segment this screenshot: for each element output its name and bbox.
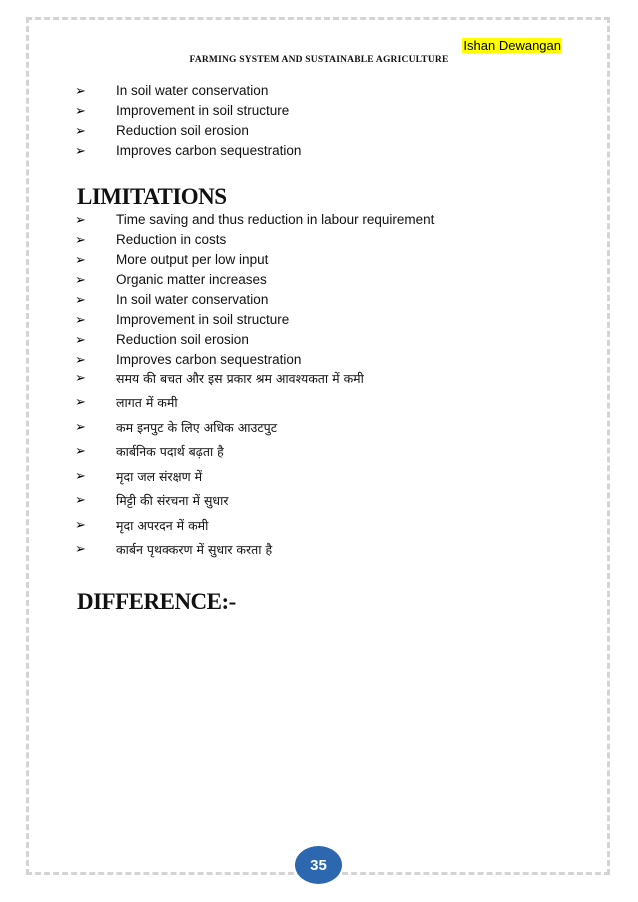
list-item: ➢ Organic matter increases bbox=[75, 271, 267, 287]
arrow-bullet-icon: ➢ bbox=[75, 351, 86, 367]
list-item: ➢ कार्बनिक पदार्थ बढ़ता है bbox=[75, 444, 224, 460]
list-item: ➢ लागत में कमी bbox=[75, 395, 178, 411]
limitations-list-hindi bbox=[75, 366, 364, 562]
difference-heading: DIFFERENCE:- bbox=[77, 589, 236, 614]
arrow-bullet-icon: ➢ bbox=[75, 444, 86, 460]
arrow-bullet-icon: ➢ bbox=[75, 291, 86, 307]
arrow-bullet-icon: ➢ bbox=[75, 311, 86, 327]
limitations-heading: LIMITATIONS bbox=[77, 184, 227, 209]
page-number-badge: 35 bbox=[295, 846, 342, 884]
arrow-bullet-icon: ➢ bbox=[75, 82, 86, 98]
author-name: Ishan Dewangan bbox=[463, 38, 561, 53]
arrow-bullet-icon: ➢ bbox=[75, 231, 86, 247]
running-title: FARMING SYSTEM AND SUSTAINABLE AGRICULTURE bbox=[189, 55, 449, 65]
arrow-bullet-icon: ➢ bbox=[75, 370, 86, 386]
list-item: ➢ मिट्टी की संरचना में सुधार bbox=[75, 493, 229, 509]
list-item: ➢ Reduction soil erosion bbox=[75, 122, 249, 138]
list-item: ➢ कम इनपुट के लिए अधिक आउटपुट bbox=[75, 419, 278, 435]
arrow-bullet-icon: ➢ bbox=[75, 419, 86, 435]
arrow-bullet-icon: ➢ bbox=[75, 211, 86, 227]
limitations-list-english bbox=[75, 209, 434, 369]
list-item: ➢ In soil water conservation bbox=[75, 82, 269, 98]
arrow-bullet-icon: ➢ bbox=[75, 493, 86, 509]
arrow-bullet-icon: ➢ bbox=[75, 468, 86, 484]
list-item: ➢ Improves carbon sequestration bbox=[75, 142, 302, 158]
list-item: ➢ More output per low input bbox=[75, 251, 269, 267]
list-item: ➢ Improves carbon sequestration bbox=[75, 351, 302, 367]
arrow-bullet-icon: ➢ bbox=[75, 142, 86, 158]
list-item: ➢ Time saving and thus reduction in labour requirement bbox=[75, 211, 435, 227]
list-item: ➢ समय की बचत और इस प्रकार श्रम आवश्यकता में कमी bbox=[75, 370, 364, 386]
list-item: ➢ मृदा जल संरक्षण में bbox=[75, 468, 203, 484]
arrow-bullet-icon: ➢ bbox=[75, 395, 86, 411]
arrow-bullet-icon: ➢ bbox=[75, 102, 86, 118]
list-item: ➢ Reduction soil erosion bbox=[75, 331, 249, 347]
advantages-list bbox=[75, 80, 301, 160]
arrow-bullet-icon: ➢ bbox=[75, 271, 86, 287]
arrow-bullet-icon: ➢ bbox=[75, 251, 86, 267]
arrow-bullet-icon: ➢ bbox=[75, 331, 86, 347]
list-item: ➢ Reduction in costs bbox=[75, 231, 227, 247]
list-item: ➢ मृदा अपरदन में कमी bbox=[75, 517, 209, 533]
arrow-bullet-icon: ➢ bbox=[75, 517, 86, 533]
arrow-bullet-icon: ➢ bbox=[75, 542, 86, 558]
list-item: ➢ In soil water conservation bbox=[75, 291, 269, 307]
arrow-bullet-icon: ➢ bbox=[75, 122, 86, 138]
list-item: ➢ कार्बन पृथक्करण में सुधार करता है bbox=[75, 542, 273, 558]
list-item: ➢ Improvement in soil structure bbox=[75, 102, 290, 118]
list-item: ➢ Improvement in soil structure bbox=[75, 311, 290, 327]
